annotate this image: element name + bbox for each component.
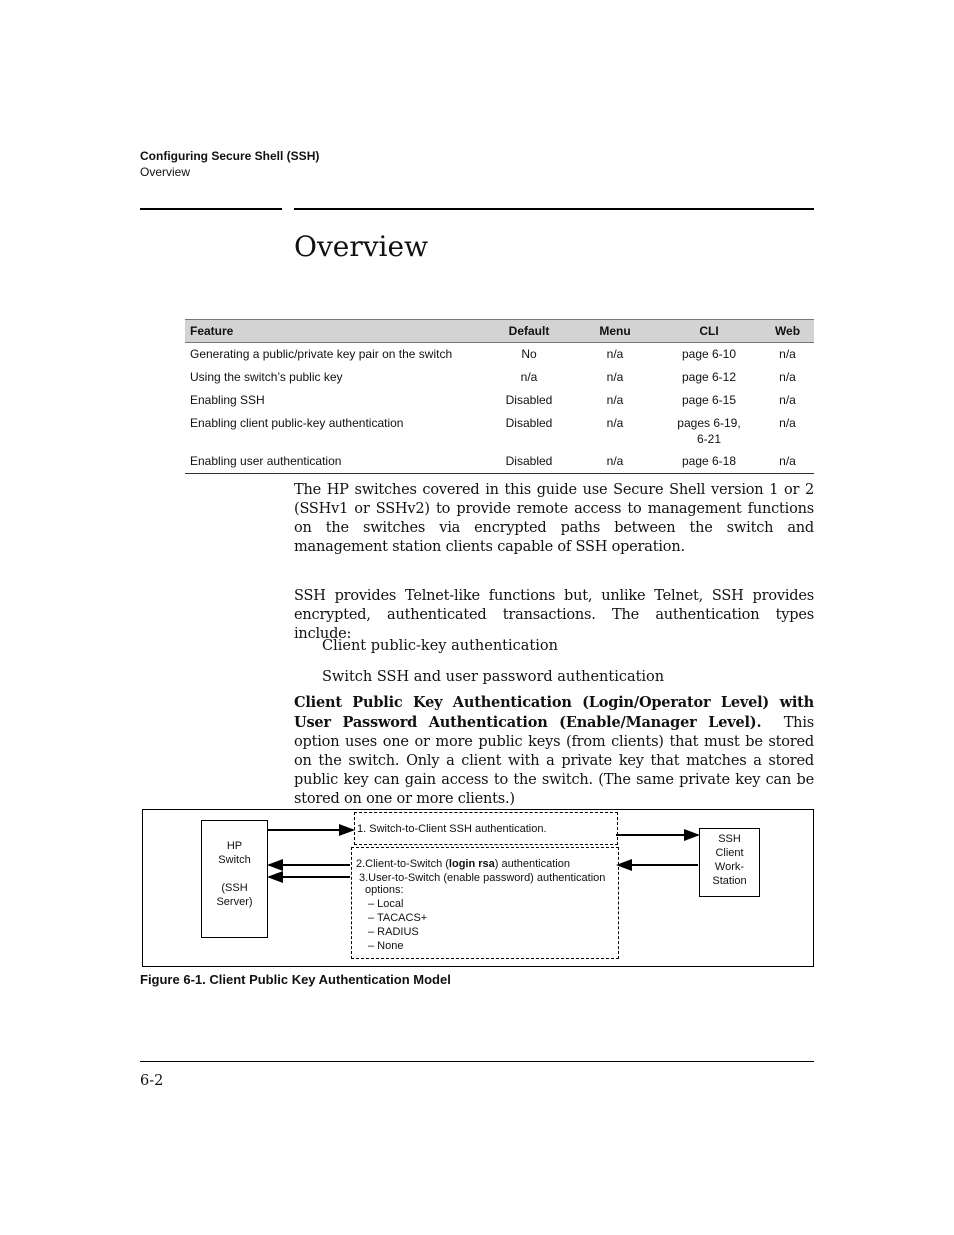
cell-cli: pages 6-19, 6-21 bbox=[677, 416, 741, 446]
column-header-web: Web bbox=[761, 320, 814, 343]
cell-feature: Enabling user authentication bbox=[185, 450, 485, 474]
cell-menu: n/a bbox=[606, 416, 624, 430]
footer-rule bbox=[140, 1061, 814, 1062]
cell-default: No bbox=[521, 347, 537, 361]
header-rule-left bbox=[140, 208, 282, 210]
header-rule-right bbox=[294, 208, 814, 210]
table-row bbox=[185, 389, 814, 412]
cell-feature: Using the switch’s public key bbox=[190, 370, 343, 384]
table-row bbox=[185, 412, 814, 450]
table-row bbox=[185, 366, 814, 389]
switch-label: Switch bbox=[218, 854, 251, 866]
intro-paragraph: The HP switches covered in this guide use Secure Shell version 1 or 2 (SSHv1 or SSHv2) to provide remote access to management functions on the switches via encrypted paths between the switch and management station clients capable of SSH operation. bbox=[294, 482, 814, 555]
cell-web: n/a bbox=[779, 416, 796, 430]
client-label: Station bbox=[712, 875, 747, 887]
column-header-default: Default bbox=[485, 320, 573, 343]
step3-text: 3.User-to-Switch (enable password) authentication bbox=[359, 872, 606, 884]
page-number: 6-2 bbox=[140, 1073, 164, 1089]
cell-menu: n/a bbox=[606, 347, 624, 361]
column-header-cli: CLI bbox=[657, 320, 761, 343]
step2-command: login rsa bbox=[448, 858, 495, 870]
switch-label: HP bbox=[226, 840, 243, 852]
step2-prefix: 2.Client-to-Switch ( bbox=[356, 858, 449, 870]
client-key-description: This option uses one or more public keys (from clients) that must be stored on the switch. Only a client with a private key that matches a stored public key can gain access to the switch. (The same private key can be stored on one or more clients.) bbox=[294, 715, 814, 807]
cell-web: n/a bbox=[779, 393, 796, 407]
cell-feature: Generating a public/private key pair on the switch bbox=[190, 347, 453, 361]
client-key-paragraph bbox=[294, 693, 814, 809]
auth-type-item: Switch SSH and user password authentication bbox=[322, 669, 665, 685]
cell-web: n/a bbox=[779, 370, 796, 384]
auth-model-figure bbox=[142, 809, 814, 967]
cell-default: n/a bbox=[520, 370, 538, 384]
cell-cli: page 6-12 bbox=[681, 370, 737, 384]
step1-text: 1. Switch-to-Client SSH authentication. bbox=[357, 823, 547, 835]
table-row bbox=[185, 343, 814, 367]
cell-menu: n/a bbox=[606, 393, 624, 407]
switch-label: (SSH bbox=[221, 882, 248, 894]
option-item: – RADIUS bbox=[368, 926, 419, 938]
cell-web: n/a bbox=[761, 450, 814, 474]
step3-options-label: options: bbox=[365, 884, 404, 896]
page-title: Overview bbox=[294, 230, 429, 263]
cell-cli: page 6-10 bbox=[681, 347, 737, 361]
column-header-feature: Feature bbox=[185, 320, 485, 343]
cell-default: Disabled bbox=[505, 416, 553, 430]
table-header-row bbox=[185, 320, 814, 343]
cell-web: n/a bbox=[779, 347, 796, 361]
chapter-title: Configuring Secure Shell (SSH) bbox=[140, 149, 320, 163]
ssh-paragraph: SSH provides Telnet-like functions but, unlike Telnet, SSH provides encrypted, authenticated transactions. The authentication types include: bbox=[294, 588, 814, 642]
auth-type-item: Client public-key authentication bbox=[322, 638, 558, 654]
step2-text bbox=[356, 857, 570, 871]
cell-default: Disabled bbox=[505, 393, 553, 407]
section-title: Overview bbox=[140, 165, 191, 179]
figure-caption: Figure 6-1. Client Public Key Authentication Model bbox=[140, 972, 451, 987]
cell-cli: page 6-18 bbox=[657, 450, 761, 474]
switch-label: Server) bbox=[216, 896, 253, 908]
step2-suffix: ) authentication bbox=[494, 858, 570, 870]
client-label: Work- bbox=[714, 861, 745, 873]
option-item: – Local bbox=[368, 898, 404, 910]
cell-cli: page 6-15 bbox=[681, 393, 737, 407]
table-row bbox=[185, 450, 814, 474]
cell-default: Disabled bbox=[485, 450, 573, 474]
option-item: – None bbox=[368, 940, 404, 952]
running-head bbox=[140, 148, 319, 180]
cell-menu: n/a bbox=[573, 450, 657, 474]
cell-feature: Enabling client public-key authentication bbox=[190, 416, 404, 430]
option-item: – TACACS+ bbox=[368, 912, 428, 924]
cell-feature: Enabling SSH bbox=[190, 393, 265, 407]
column-header-menu: Menu bbox=[573, 320, 657, 343]
feature-table bbox=[185, 319, 814, 474]
client-key-heading: Client Public Key Authentication (Login/Operator Level) with User Password Authentication (Enable/Manager Level). bbox=[294, 694, 814, 731]
client-label: Client bbox=[715, 847, 744, 859]
cell-menu: n/a bbox=[606, 370, 624, 384]
client-label: SSH bbox=[718, 833, 741, 845]
